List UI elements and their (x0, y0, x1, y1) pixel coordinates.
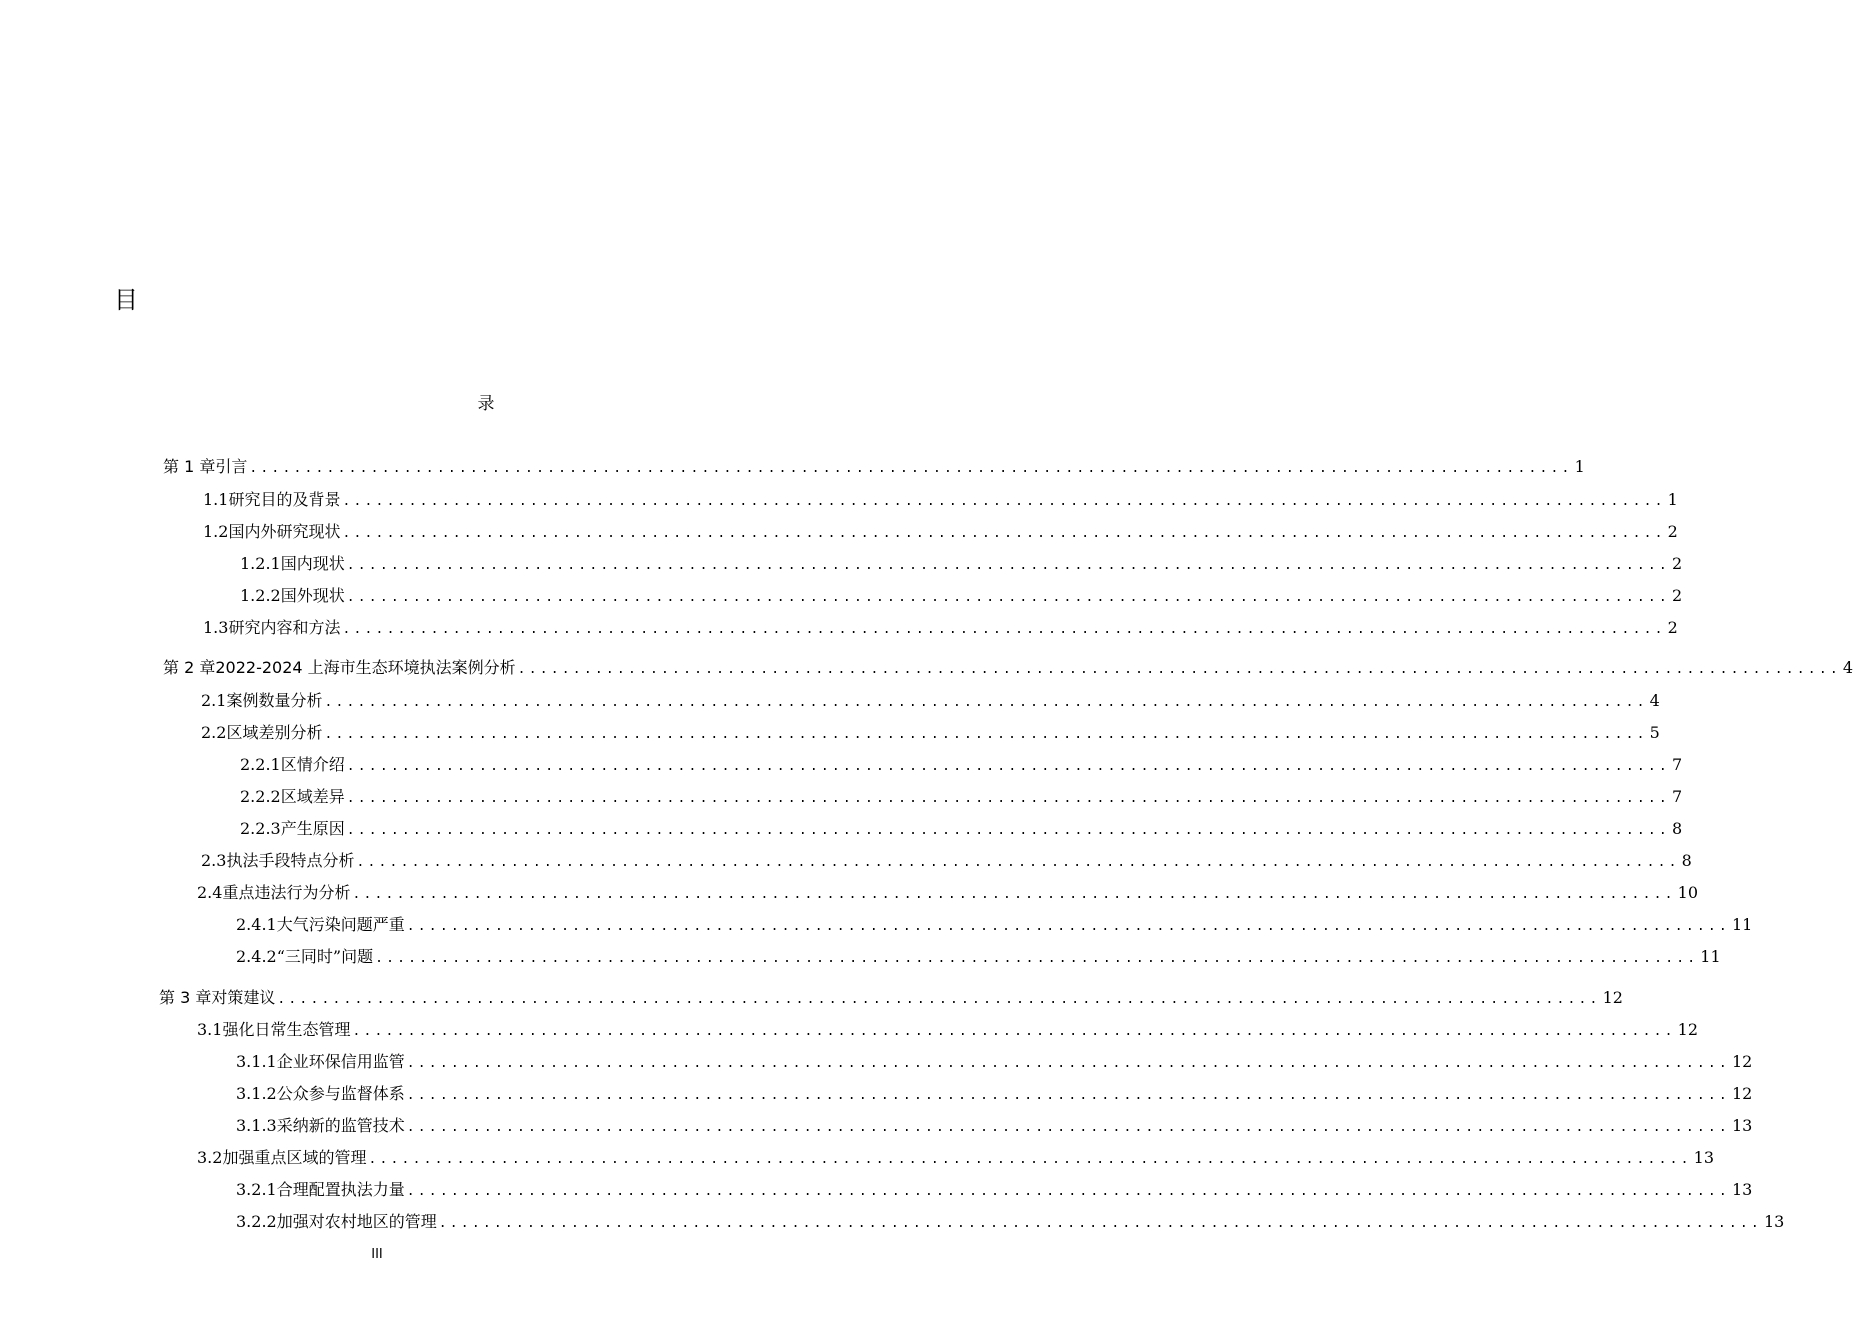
toc-entry-2-1[interactable] (201, 689, 1660, 713)
toc-entry-page: 8 (1671, 819, 1683, 838)
toc-entry-3-1-1[interactable] (236, 1050, 1753, 1074)
toc-entry-number: 2.1 (201, 691, 227, 710)
toc-entry-1-2[interactable] (203, 520, 1678, 544)
toc-entry-number: 1.1 (203, 490, 229, 509)
toc-entry-page: 13 (1731, 1180, 1753, 1199)
toc-entry-title: 对策建议 (211, 988, 276, 1007)
toc-entry-3-2-1[interactable] (236, 1178, 1753, 1202)
toc-entry-number: 3.2 (197, 1148, 223, 1167)
toc-entry-page: 13 (1763, 1212, 1785, 1231)
toc-entry-number: 2.4.1 (236, 915, 277, 934)
toc-entry-page: 7 (1671, 787, 1683, 806)
toc-entry-title: 区情介绍 (280, 755, 345, 774)
toc-entry-title: 产生原因 (280, 819, 345, 838)
toc-entry-number: 1.2 (203, 522, 229, 541)
toc-entry-page: 10 (1677, 883, 1699, 902)
toc-entry-number: 2.2.2 (240, 787, 281, 806)
toc-entry-title: 加强重点区域的管理 (222, 1148, 367, 1167)
toc-entry-title: 研究内容和方法 (228, 618, 341, 637)
toc-entry-number: 第 3 章 (159, 988, 212, 1007)
toc-entry-number: 3.1 (197, 1020, 223, 1039)
toc-heading-part-1: 目 (114, 286, 138, 314)
toc-entry-page: 11 (1731, 915, 1753, 934)
toc-entry-number: 3.1.2 (236, 1084, 277, 1103)
toc-entry-title: 国内外研究现状 (228, 522, 341, 541)
toc-entry-2-2[interactable] (201, 721, 1660, 745)
toc-entry-title: 区域差异 (280, 787, 345, 806)
toc-entry-3-1[interactable] (197, 1018, 1699, 1042)
toc-entry-2-2-3[interactable] (240, 817, 1683, 841)
toc-leader-dots: ........................................................................................................................ (406, 1120, 1730, 1135)
toc-leader-dots: ........................................................................................................................ (342, 622, 1666, 637)
toc-entry-page: 12 (1731, 1084, 1753, 1103)
toc-entry-page: 12 (1677, 1020, 1699, 1039)
toc-leader-dots: ........................................................................................................................ (346, 590, 1670, 605)
toc-entry-number: 1.3 (203, 618, 229, 637)
toc-entry-title: 国内现状 (280, 554, 345, 573)
toc-entry-number: 3.2.1 (236, 1180, 277, 1199)
toc-leader-dots: ........................................................................................................................ (356, 855, 1680, 870)
toc-entry-title: 采纳新的监管技术 (276, 1116, 405, 1135)
toc-leader-dots: ........................................................................................................................ (324, 695, 1648, 710)
toc-leader-dots: ........................................................................................................................ (346, 759, 1670, 774)
toc-entry-page: 2 (1671, 586, 1683, 605)
toc-entry-title: 重点违法行为分析 (222, 883, 351, 902)
toc-entry-title: 强化日常生态管理 (222, 1020, 351, 1039)
toc-entry-page: 11 (1700, 947, 1721, 966)
toc-leader-dots: ........................................................................................................................ (406, 1056, 1730, 1071)
toc-entry-2-4-1[interactable] (236, 913, 1753, 937)
toc-leader-dots: ........................................................................................................................ (277, 992, 1601, 1007)
toc-leader-dots: ........................................................................................................................ (346, 558, 1670, 573)
toc-entry-number: 2.4.2 (236, 947, 277, 966)
toc-leader-dots: ........................................................................................................................ (342, 526, 1666, 541)
toc-entry-number: 2.2.1 (240, 755, 281, 774)
toc-entry-page: 1 (1667, 490, 1678, 509)
toc-entry-title: 大气污染问题严重 (276, 915, 405, 934)
toc-entry-2-2-1[interactable] (240, 753, 1683, 777)
toc-leader-dots: ........................................................................................................................ (346, 823, 1670, 838)
toc-entry-1-2-2[interactable] (240, 584, 1683, 608)
toc-entry-page: 2 (1667, 522, 1678, 541)
toc-heading-part-2: 录 (477, 394, 495, 414)
toc-leader-dots: ........................................................................................................................ (406, 919, 1730, 934)
toc-entry-number: 第 1 章 (163, 457, 216, 476)
toc-entry-page: 13 (1693, 1148, 1715, 1167)
toc-entry-number: 3.1.3 (236, 1116, 277, 1135)
toc-entry-page: 12 (1602, 988, 1623, 1007)
toc-leader-dots: ........................................................................................................................ (406, 1088, 1730, 1103)
toc-entry-title: 加强对农村地区的管理 (276, 1212, 437, 1231)
toc-leader-dots: ........................................................................................................................ (342, 494, 1666, 509)
toc-entry-title: “三同时”问题 (276, 947, 374, 966)
toc-entry-title: 案例数量分析 (226, 691, 323, 710)
toc-entry-number: 3.1.1 (236, 1052, 277, 1071)
toc-entry-title: 执法手段特点分析 (226, 851, 355, 870)
toc-entry-number: 1.2.2 (240, 586, 281, 605)
toc-leader-dots: ........................................................................................................................ (406, 1184, 1730, 1199)
toc-entry-2-4-2[interactable] (236, 945, 1721, 969)
toc-entry-page: 2 (1671, 554, 1683, 573)
toc-entry-title: 区域差别分析 (226, 723, 323, 742)
toc-entry-title: 国外现状 (280, 586, 345, 605)
toc-leader-dots: ........................................................................................................................ (346, 791, 1670, 806)
toc-entry-title: 引言 (215, 457, 248, 476)
toc-entry-3-1-3[interactable] (236, 1114, 1753, 1138)
toc-entry-page: 12 (1731, 1052, 1753, 1071)
toc-entry-1-1[interactable] (203, 488, 1678, 512)
toc-leader-dots: ........................................................................................................................ (375, 951, 1699, 966)
footer-page-number: III (371, 1247, 383, 1262)
toc-entry-3-2-2[interactable] (236, 1210, 1785, 1234)
toc-entry-3-2[interactable] (197, 1146, 1715, 1170)
toc-entry-page: 8 (1681, 851, 1692, 870)
toc-leader-dots: ........................................................................................................................ (352, 887, 1676, 902)
toc-entry-page: 2 (1667, 618, 1678, 637)
toc-entry-number: 2.4 (197, 883, 223, 902)
toc-entry-title: 企业环保信用监管 (276, 1052, 405, 1071)
toc-entry-page: 13 (1731, 1116, 1753, 1135)
toc-entry-2-3[interactable] (201, 849, 1692, 873)
toc-leader-dots: ........................................................................................................................ (249, 461, 1573, 476)
toc-entry-page: 5 (1649, 723, 1660, 742)
toc-entry-page: 7 (1671, 755, 1683, 774)
toc-entry-1-3[interactable] (203, 616, 1678, 640)
toc-entry-title: 2022-2024 上海市生态环境执法案例分析 (215, 658, 516, 677)
toc-entry-number: 2.2 (201, 723, 227, 742)
toc-entry-number: 3.2.2 (236, 1212, 277, 1231)
toc-leader-dots: ........................................................................................................................ (368, 1152, 1692, 1167)
toc-entry-page: 4 (1842, 658, 1853, 677)
toc-entry-chapter-2[interactable] (163, 656, 1853, 680)
toc-entry-chapter-1[interactable] (163, 455, 1585, 479)
toc-entry-2-4[interactable] (197, 881, 1699, 905)
toc-entry-page: 4 (1649, 691, 1660, 710)
toc-entry-number: 1.2.1 (240, 554, 281, 573)
toc-entry-title: 研究目的及背景 (228, 490, 341, 509)
toc-entry-1-2-1[interactable] (240, 552, 1683, 576)
toc-entry-number: 第 2 章 (163, 658, 216, 677)
toc-entry-chapter-3[interactable] (159, 986, 1623, 1010)
toc-entry-title: 合理配置执法力量 (276, 1180, 405, 1199)
toc-entry-3-1-2[interactable] (236, 1082, 1753, 1106)
toc-leader-dots: ........................................................................................................................ (352, 1024, 1676, 1039)
toc-leader-dots: ........................................................................................................................ (517, 662, 1841, 677)
toc-entry-page: 1 (1574, 457, 1585, 476)
toc-entry-title: 公众参与监督体系 (276, 1084, 405, 1103)
toc-entry-2-2-2[interactable] (240, 785, 1683, 809)
toc-entry-number: 2.2.3 (240, 819, 281, 838)
toc-entry-number: 2.3 (201, 851, 227, 870)
toc-leader-dots: ........................................................................................................................ (324, 727, 1648, 742)
toc-leader-dots: ........................................................................................................................ (438, 1216, 1762, 1231)
